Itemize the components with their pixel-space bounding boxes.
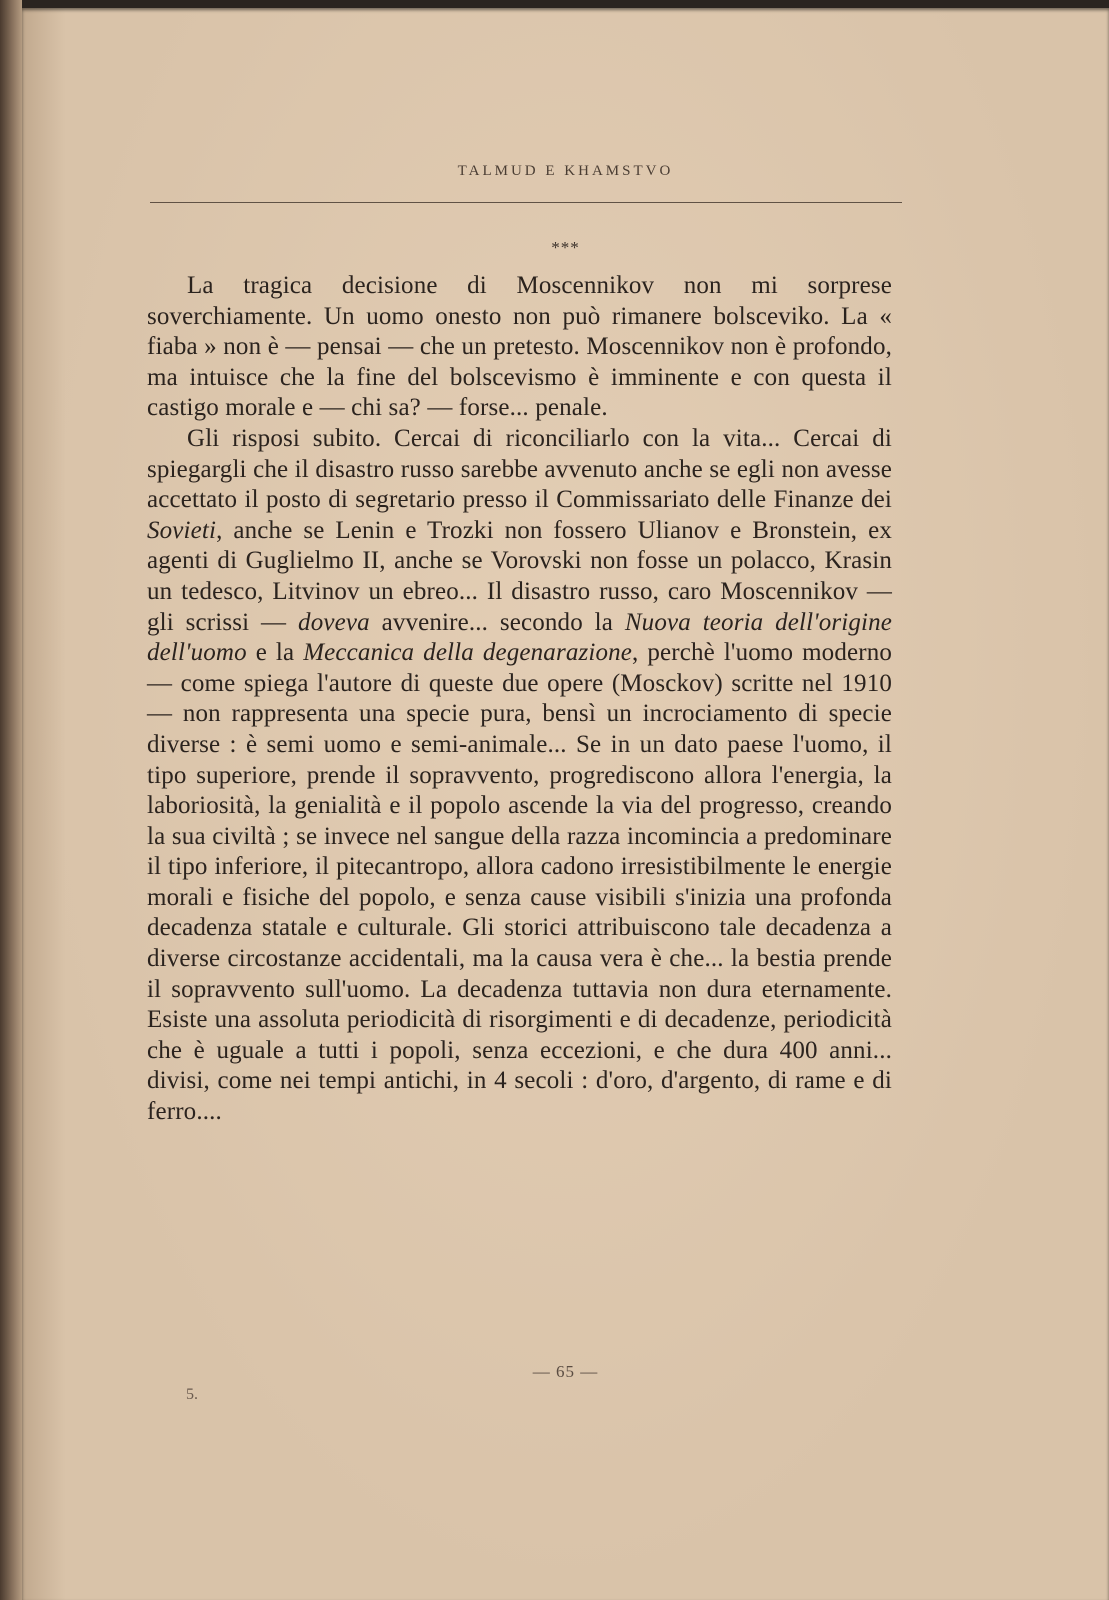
header-rule [150,202,902,203]
book-page [22,8,1109,1600]
italic-doveva: doveva [298,608,370,636]
paragraph-2-text-4: e la [246,639,304,667]
italic-book-title-2: Meccanica della degenarazione [303,639,632,667]
paragraph-1: La tragica decisione di Moscennikov non mi sorprese soverchiamente. Un uomo onesto non può rimanere bolsceviko. La « fiaba » non è — pensai — che un pretesto. Moscennikov non è profondo, ma intuisce che la fine del bolscevismo è imminente e con questa il castigo morale e — chi sa? — forse... penale. [147,272,892,422]
paragraph-2-text-1: Gli risposi subito. Cercai di riconciliarlo con la vita... Cercai di spiegargli che il disastro russo sarebbe avvenuto anche se egli non avesse accettato il posto di segretario presso il Commissariato delle Finanze dei [147,424,892,514]
body-text [147,271,892,1128]
section-asterism: *** [551,238,580,257]
page-number: — 65 — [532,1362,599,1381]
paragraph-2-text-3: avvenire... secondo la [369,608,625,636]
paragraph-2-text-2: , anche se Lenin e Trozki non fossero Ulianov e Bronstein, ex agenti di Guglielmo II, anche se Vorovski non fosse un polacco, Krasin un tedesco, Litvinov un ebreo... Il disastro russo, caro Moscennikov — gli scrissi — [147,516,892,636]
italic-sovieti: Sovieti [147,516,217,544]
paragraph-2-text-5: , perchè l'uomo moderno — come spiega l'autore di queste due opere (Mosckov) scritte nel 1910 — non rappresenta una specie pura, bensì un incrociamento di specie diverse : è semi uomo e semi-animale... Se in un dato paese l'uomo, il tipo superiore, prende il sopravvento, progrediscono allora l'energia, la laboriosità, la genialità e il popolo ascende la via del progresso, creando la sua civiltà ; se invece nel sangue della razza incomincia a predominare il tipo inferiore, il pitecantropo, allora cadono irresistibilmente le energie morali e fisiche del popolo, e senza cause visibili s'inizia una profonda decadenza statale e culturale. Gli storici attribuiscono tale decadenza a diverse circostanze accidentali, ma la causa vera è che... la bestia prende il sopravvento sull'uomo. La decadenza tuttavia non dura eternamente. Esiste una assoluta periodicità di risorgimenti e di decadenze, periodicità che è uguale a tutti i popoli, senza eccezioni, e che dura 400 anni... divisi, come nei tempi antichi, in 4 secoli : d'oro, d'argento, di rame e di ferro.... [147,639,892,1126]
book-spine-edge [0,0,22,1600]
paragraph-2 [147,424,892,1128]
running-title: TALMUD E KHAMSTVO [457,163,674,179]
italic-book-title-1: Nuova teoria dell'origine dell'uomo [147,608,893,667]
signature-mark: 5. [186,1386,198,1403]
